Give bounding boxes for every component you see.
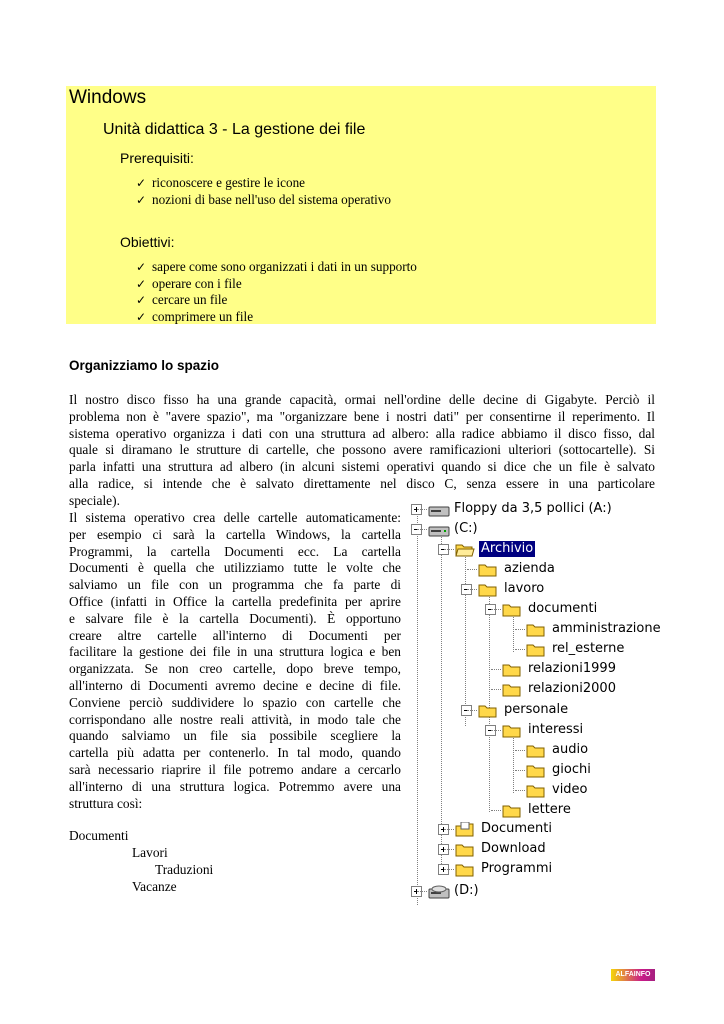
tree-item[interactable] bbox=[452, 501, 614, 517]
unit-title: Unità didattica 3 - La gestione dei file bbox=[103, 121, 366, 138]
cd-drive-icon bbox=[428, 884, 450, 905]
check-icon: ✓ bbox=[136, 176, 147, 190]
tree-connector-line bbox=[467, 589, 477, 590]
tree-item-label: lavoro bbox=[504, 581, 545, 596]
tree-item[interactable] bbox=[479, 821, 554, 837]
paragraph-line: sistema operativo organizza i dati con una struttura ad albero: alla radice abbiamo il disco fisso, dal bbox=[69, 425, 655, 441]
tree-item[interactable] bbox=[526, 681, 618, 697]
paragraph-line: Conviene perciò suddividere lo spazio con cartelle che bbox=[69, 694, 401, 710]
paragraph-line: per esempio ci sarà la cartella Windows, la cartella bbox=[69, 526, 401, 542]
paragraph-line: e salvare file è la cartella Documenti). È opportuno bbox=[69, 610, 401, 626]
prerequisites-label: Prerequisiti: bbox=[120, 150, 194, 166]
body-paragraph bbox=[69, 510, 401, 812]
objectives-list bbox=[136, 259, 417, 325]
tree-item-label: audio bbox=[552, 742, 589, 757]
folder-icon bbox=[478, 582, 498, 603]
tree-connector-line bbox=[491, 689, 501, 690]
tree-connector-line bbox=[465, 550, 466, 726]
paragraph-line: Il nostro disco fisso ha una grande capacità, ormai nell'ordine delle decine di Gigabyte. Perciò il bbox=[69, 392, 655, 407]
tree-item-label: relazioni2000 bbox=[528, 681, 616, 696]
objectives-label: Obiettivi: bbox=[120, 234, 175, 250]
tree-connector-line bbox=[515, 649, 525, 650]
paragraph-line: speciale). bbox=[69, 492, 120, 508]
tree-item[interactable] bbox=[550, 641, 626, 657]
tree-connector-line bbox=[491, 669, 501, 670]
folder-icon bbox=[502, 682, 522, 703]
tree-item[interactable] bbox=[502, 702, 570, 718]
tree-item[interactable] bbox=[550, 762, 593, 778]
tree-connector-line bbox=[491, 810, 501, 811]
folder-open-icon bbox=[455, 542, 475, 563]
folder-icon bbox=[502, 662, 522, 683]
tree-connector-line bbox=[515, 629, 525, 630]
tree-item[interactable] bbox=[502, 581, 546, 597]
check-icon: ✓ bbox=[136, 309, 147, 324]
check-icon: ✓ bbox=[136, 293, 147, 308]
tree-connector-line bbox=[417, 891, 427, 892]
folder-icon bbox=[455, 862, 475, 883]
paragraph-line: salviamo un file con un programma che fa parte di bbox=[69, 577, 401, 593]
paragraph-line: all'interno di una struttura logica. Potremmo avere una bbox=[69, 778, 401, 794]
tree-item-label: giochi bbox=[552, 762, 591, 777]
tree-item-label: rel_esterne bbox=[552, 641, 625, 656]
tree-item[interactable] bbox=[479, 861, 554, 877]
tree-item[interactable] bbox=[550, 621, 663, 637]
list-item: ✓ nozioni di base nell'uso del sistema operativo bbox=[136, 191, 391, 207]
tree-item[interactable] bbox=[452, 883, 481, 899]
paragraph-line: alla radice, si intende che è salvato direttamente nel disco C, senza essere in una particolare bbox=[69, 475, 655, 491]
tree-item[interactable] bbox=[452, 521, 480, 537]
paragraph-line: facilitare la gestione dei file in una struttura logica e ben bbox=[69, 644, 401, 660]
paragraph-line: quando salviamo un file sia possibile scegliere la bbox=[69, 728, 401, 744]
example-level2: Traduzioni bbox=[155, 862, 214, 877]
folder-icon bbox=[526, 763, 546, 784]
tree-item-label: Download bbox=[481, 841, 546, 856]
tree-item-label: amministrazione bbox=[552, 621, 661, 636]
tree-item[interactable] bbox=[526, 661, 618, 677]
folder-icon bbox=[455, 842, 475, 863]
alfainfo-logo: ALFAINFO bbox=[611, 969, 655, 981]
paragraph-line: sarà necessario riaprire il file potremo andare a cercarlo bbox=[69, 761, 401, 777]
tree-item-label: (D:) bbox=[454, 883, 479, 898]
list-item: ✓ sapere come sono organizzati i dati in un supporto bbox=[136, 259, 417, 274]
tree-connector-line bbox=[491, 609, 501, 610]
example-root: Documenti bbox=[69, 828, 129, 843]
tree-item-label: Documenti bbox=[481, 821, 552, 836]
tree-item-label: lettere bbox=[528, 802, 571, 817]
tree-connector-line bbox=[441, 530, 442, 874]
tree-connector-line bbox=[515, 750, 525, 751]
tree-connector-line bbox=[467, 710, 477, 711]
tree-connector-line bbox=[467, 569, 477, 570]
tree-connector-line bbox=[444, 549, 454, 550]
documents-folder-icon bbox=[455, 822, 475, 843]
paragraph-line: problema non è "avere spazio", ma "organizzare bene i nostri dati" per consentirne il reperimento. Il bbox=[69, 408, 655, 424]
tree-item-label: Archivio bbox=[481, 541, 534, 556]
tree-item[interactable] bbox=[526, 601, 599, 617]
paragraph-line: creare altre cartelle all'interno di Documenti per bbox=[69, 627, 401, 643]
tree-connector-line bbox=[417, 529, 427, 530]
page-title: Windows bbox=[69, 87, 147, 108]
folder-icon bbox=[526, 642, 546, 663]
tree-connector-line bbox=[417, 509, 427, 510]
paragraph-line: Il sistema operativo crea delle cartelle automaticamente: bbox=[69, 510, 401, 525]
example-level1: Vacanze bbox=[132, 879, 177, 894]
tree-item-label: documenti bbox=[528, 601, 598, 616]
tree-item-label: relazioni1999 bbox=[528, 661, 616, 676]
folder-icon bbox=[526, 622, 546, 643]
tree-item[interactable] bbox=[526, 802, 573, 818]
tree-item-label: Floppy da 3,5 pollici (A:) bbox=[454, 501, 612, 516]
tree-item-label: (C:) bbox=[454, 521, 478, 536]
folder-icon bbox=[526, 743, 546, 764]
folder-icon bbox=[478, 562, 498, 583]
list-item: ✓ comprimere un file bbox=[136, 308, 254, 324]
tree-item[interactable] bbox=[502, 561, 557, 577]
list-item: ✓ riconoscere e gestire le icone bbox=[136, 175, 306, 190]
tree-connector-line bbox=[491, 730, 501, 731]
tree-item-label: interessi bbox=[528, 722, 584, 737]
paragraph-line: corrispondano alle nostre reali attività, in modo tale che bbox=[69, 711, 401, 727]
example-level1: Lavori bbox=[132, 845, 168, 860]
paragraph-line: parla infatti una struttura ad albero (in alcuni sistemi operativi quando si dice che un file è salvato bbox=[69, 459, 655, 475]
floppy-drive-icon bbox=[428, 502, 450, 523]
check-icon: ✓ bbox=[136, 192, 147, 207]
paragraph-line: cartella più adatta per contenerlo. In tal modo, quando bbox=[69, 745, 401, 761]
paragraph-line: Programmi, la cartella Documenti ecc. La cartella bbox=[69, 543, 401, 559]
folder-icon bbox=[502, 602, 522, 623]
folder-icon bbox=[526, 783, 546, 804]
tree-connector-line bbox=[515, 790, 525, 791]
check-icon: ✓ bbox=[136, 260, 147, 274]
check-icon: ✓ bbox=[136, 276, 147, 291]
paragraph-line: organizzata. Se non creo cartelle, dopo breve tempo, bbox=[69, 661, 401, 677]
paragraph-line: Documenti è quella che utilizziamo tutte le volte che bbox=[69, 560, 401, 576]
tree-connector-line bbox=[444, 849, 454, 850]
list-item: ✓ operare con i file bbox=[136, 275, 242, 291]
list-item: ✓ cercare un file bbox=[136, 292, 228, 308]
prerequisites-list bbox=[136, 175, 391, 208]
paragraph-line: struttura così: bbox=[69, 795, 143, 811]
tree-item-label: personale bbox=[504, 702, 569, 717]
paragraph-line: quale si diramano le strutture di cartelle, che possono avere ramificazioni ulteriori (sottocartelle). Si bbox=[69, 442, 655, 458]
hard-drive-icon bbox=[428, 522, 450, 543]
tree-item[interactable] bbox=[479, 541, 535, 557]
tree-item[interactable] bbox=[550, 742, 590, 758]
paragraph-line: all'interno di Documenti avremo decine e decine di file. bbox=[69, 677, 401, 693]
tree-connector-line bbox=[417, 510, 418, 905]
tree-connector-line bbox=[444, 869, 454, 870]
paragraph-line: Office (infatti in Office la cartella predefinita per aprire bbox=[69, 593, 401, 609]
tree-item-label: azienda bbox=[504, 561, 555, 576]
tree-item[interactable] bbox=[550, 782, 590, 798]
folder-icon bbox=[478, 703, 498, 724]
folder-icon bbox=[502, 723, 522, 744]
tree-item-label: Programmi bbox=[481, 861, 553, 876]
tree-item[interactable] bbox=[479, 841, 548, 857]
tree-connector-line bbox=[515, 770, 525, 771]
tree-connector-line bbox=[444, 829, 454, 830]
tree-item[interactable] bbox=[526, 722, 585, 738]
tree-item-label: video bbox=[552, 782, 588, 797]
intro-paragraph bbox=[69, 392, 655, 510]
section-title: Organizziamo lo spazio bbox=[69, 358, 220, 373]
